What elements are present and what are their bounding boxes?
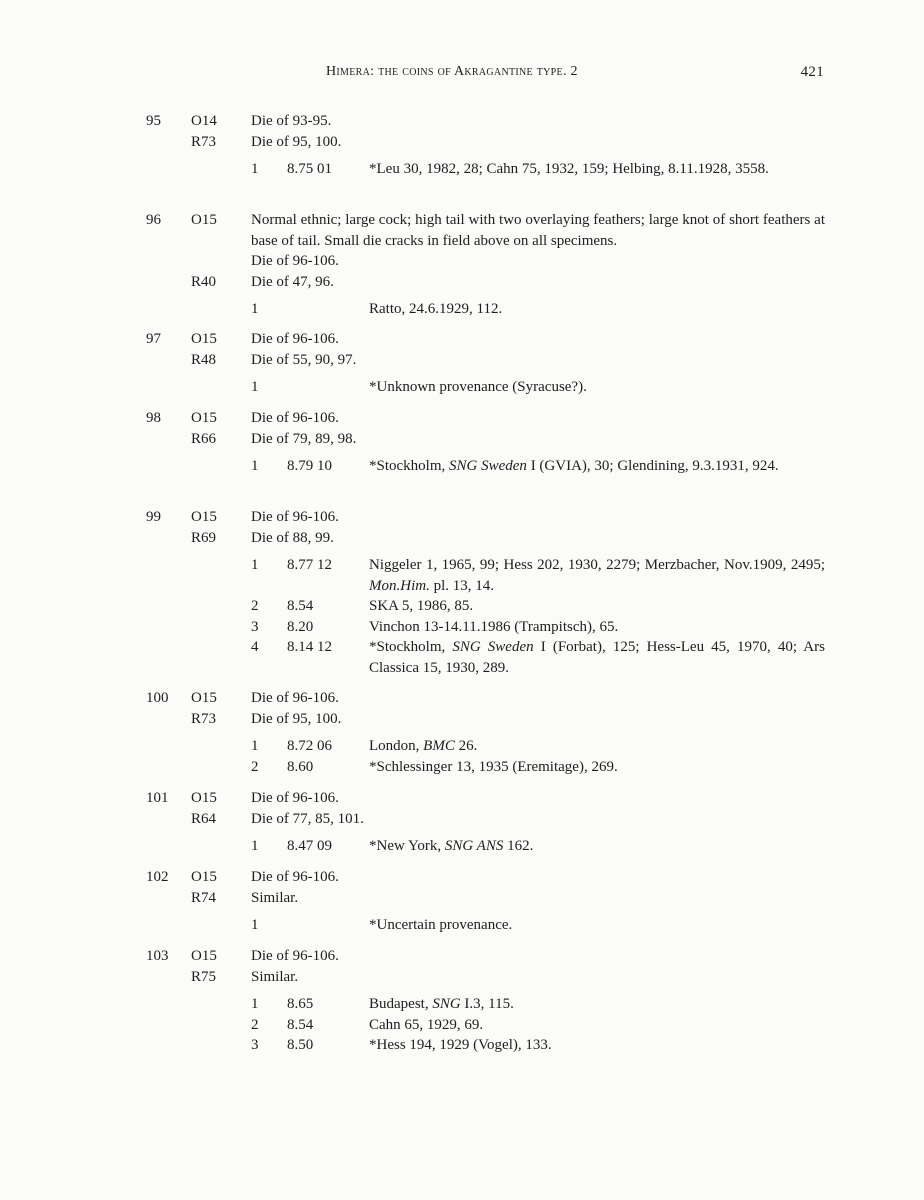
specimen-number: 1	[251, 557, 259, 573]
specimen-source: SKA 5, 1986, 85.	[369, 598, 474, 614]
obverse-description: Normal ethnic; large cock; high tail with two overlaying feathers; large knot of short feathers at base of tail. Small die cracks in field above on all specimens.	[251, 212, 825, 249]
specimen-row	[251, 736, 825, 757]
specimen-number: 2	[251, 758, 259, 775]
die-codes	[191, 329, 217, 370]
entry-number: 99	[146, 509, 161, 525]
reverse-die-note: Die of 88, 99.	[251, 529, 334, 546]
reverse-die: R74	[191, 889, 217, 906]
specimen-row	[251, 836, 825, 857]
running-header	[0, 64, 924, 84]
obverse-die: O15	[191, 869, 217, 885]
die-codes	[191, 688, 217, 729]
entry-number: 101	[146, 790, 169, 806]
specimen-row	[251, 299, 825, 320]
specimen-weight: 8.77 12	[287, 557, 332, 573]
die-description	[251, 867, 825, 908]
obverse-die: O14	[191, 113, 217, 129]
obverse-die-note: Die of 96-106.	[251, 253, 339, 269]
specimen-number: 1	[251, 301, 259, 317]
entry-number: 95	[146, 113, 161, 129]
specimen-number: 1	[251, 917, 259, 933]
reverse-die-note: Similar.	[251, 968, 299, 985]
reverse-die: R75	[191, 968, 217, 985]
reverse-die: R48	[191, 351, 217, 368]
die-description	[251, 788, 825, 829]
reverse-die: R64	[191, 810, 217, 827]
reverse-die-note: Die of 47, 96.	[251, 273, 334, 290]
specimen-row	[251, 1015, 825, 1036]
specimen-number: 1	[251, 996, 259, 1012]
reverse-die-note: Die of 79, 89, 98.	[251, 430, 357, 447]
specimen-row	[251, 1035, 825, 1056]
specimen-source: *Schlessinger 13, 1935 (Eremitage), 269.	[369, 758, 618, 775]
entry-number: 96	[146, 212, 161, 228]
specimen-source: Cahn 65, 1929, 69.	[369, 1016, 484, 1033]
specimen-number: 3	[251, 1037, 259, 1053]
reverse-die: R40	[191, 273, 217, 290]
page-number: 421	[800, 64, 824, 80]
specimen-source: *Stockholm, SNG Sweden I (GVIA), 30; Glendining, 9.3.1931, 924.	[369, 458, 779, 474]
specimen-source: London, BMC 26.	[369, 738, 478, 754]
specimen-row	[251, 915, 825, 936]
specimen-row	[251, 555, 825, 596]
reverse-die-note: Die of 77, 85, 101.	[251, 810, 364, 827]
specimen-source: *Stockholm, SNG Sweden I (Forbat), 125; Hess-Leu 45, 1970, 40; Ars Classica 15, 1930, 289.	[369, 639, 825, 676]
specimen-number: 3	[251, 618, 259, 635]
die-codes	[191, 946, 217, 987]
specimen-weight: 8.60	[287, 758, 314, 775]
obverse-die: O15	[191, 790, 217, 806]
die-codes	[191, 867, 217, 908]
specimen-weight: 8.79 10	[287, 458, 332, 474]
specimen-weight: 8.54	[287, 598, 314, 614]
die-description	[251, 408, 825, 449]
specimen-source: Niggeler 1, 1965, 99; Hess 202, 1930, 2279; Merzbacher, Nov.1909, 2495; Mon.Him. pl. 13, 14.	[369, 557, 825, 594]
specimen-number: 2	[251, 598, 259, 614]
entry-number: 98	[146, 410, 161, 426]
entry-number: 103	[146, 948, 169, 964]
specimen-list	[251, 377, 825, 398]
specimen-row	[251, 456, 825, 477]
specimen-source: Vinchon 13-14.11.1986 (Trampitsch), 65.	[369, 618, 619, 635]
specimen-list	[251, 299, 825, 320]
specimen-number: 1	[251, 838, 259, 854]
specimen-list	[251, 736, 825, 777]
specimen-row	[251, 159, 825, 180]
reverse-die-note: Similar.	[251, 889, 299, 906]
obverse-die: O15	[191, 690, 217, 706]
die-description	[251, 210, 825, 292]
specimen-source: *New York, SNG ANS 162.	[369, 838, 534, 854]
die-description	[251, 946, 825, 987]
specimen-weight: 8.65	[287, 996, 314, 1012]
entry-number: 97	[146, 331, 161, 347]
specimen-list	[251, 159, 825, 180]
specimen-list	[251, 915, 825, 936]
specimen-row	[251, 994, 825, 1015]
die-codes	[191, 788, 217, 829]
specimen-source: *Uncertain provenance.	[369, 917, 513, 933]
obverse-die: O15	[191, 331, 217, 347]
obverse-die-note: Die of 96-106.	[251, 509, 339, 525]
reverse-die: R66	[191, 430, 217, 447]
specimen-list	[251, 994, 825, 1056]
reverse-die: R73	[191, 710, 217, 727]
obverse-die-note: Die of 93-95.	[251, 113, 332, 129]
entry-number: 102	[146, 869, 169, 885]
reverse-die-note: Die of 95, 100.	[251, 710, 342, 727]
specimen-row	[251, 757, 825, 778]
specimen-source: *Hess 194, 1929 (Vogel), 133.	[369, 1037, 552, 1053]
specimen-source: Ratto, 24.6.1929, 112.	[369, 301, 503, 317]
specimen-number: 2	[251, 1016, 259, 1033]
specimen-number: 1	[251, 161, 259, 177]
specimen-row	[251, 637, 825, 678]
obverse-die: O15	[191, 212, 217, 228]
specimen-number: 1	[251, 458, 259, 474]
specimen-weight: 8.50	[287, 1037, 314, 1053]
specimen-weight: 8.14 12	[287, 639, 332, 655]
die-codes	[191, 408, 217, 449]
entry-number: 100	[146, 690, 169, 706]
die-description	[251, 507, 825, 548]
obverse-die: O15	[191, 509, 217, 525]
obverse-die: O15	[191, 410, 217, 426]
die-codes	[191, 111, 217, 152]
obverse-die-note: Die of 96-106.	[251, 331, 339, 347]
specimen-number: 1	[251, 738, 259, 754]
specimen-weight: 8.54	[287, 1016, 314, 1033]
specimen-row	[251, 377, 825, 398]
specimen-weight: 8.47 09	[287, 838, 332, 854]
obverse-die-note: Die of 96-106.	[251, 869, 339, 885]
specimen-row	[251, 596, 825, 617]
specimen-source: *Leu 30, 1982, 28; Cahn 75, 1932, 159; Helbing, 8.11.1928, 3558.	[369, 161, 769, 177]
specimen-row	[251, 617, 825, 638]
reverse-die: R73	[191, 133, 217, 150]
die-description	[251, 688, 825, 729]
specimen-list	[251, 456, 825, 477]
obverse-die: O15	[191, 948, 217, 964]
specimen-list	[251, 836, 825, 857]
running-title: Himera: the coins of Akragantine type. 2	[326, 64, 578, 79]
die-description	[251, 329, 825, 370]
specimen-weight: 8.20	[287, 618, 314, 635]
obverse-die-note: Die of 96-106.	[251, 410, 339, 426]
specimen-list	[251, 555, 825, 678]
specimen-weight: 8.75 01	[287, 161, 332, 177]
obverse-die-note: Die of 96-106.	[251, 948, 339, 964]
obverse-die-note: Die of 96-106.	[251, 690, 339, 706]
die-codes	[191, 507, 217, 548]
specimen-number: 4	[251, 639, 259, 655]
obverse-die-note: Die of 96-106.	[251, 790, 339, 806]
reverse-die-note: Die of 95, 100.	[251, 133, 342, 150]
reverse-die-note: Die of 55, 90, 97.	[251, 351, 357, 368]
reverse-die: R69	[191, 529, 217, 546]
specimen-number: 1	[251, 379, 259, 395]
die-codes	[191, 210, 217, 292]
specimen-source: *Unknown provenance (Syracuse?).	[369, 379, 587, 395]
specimen-weight: 8.72 06	[287, 738, 332, 754]
die-description	[251, 111, 825, 152]
specimen-source: Budapest, SNG I.3, 115.	[369, 996, 514, 1012]
